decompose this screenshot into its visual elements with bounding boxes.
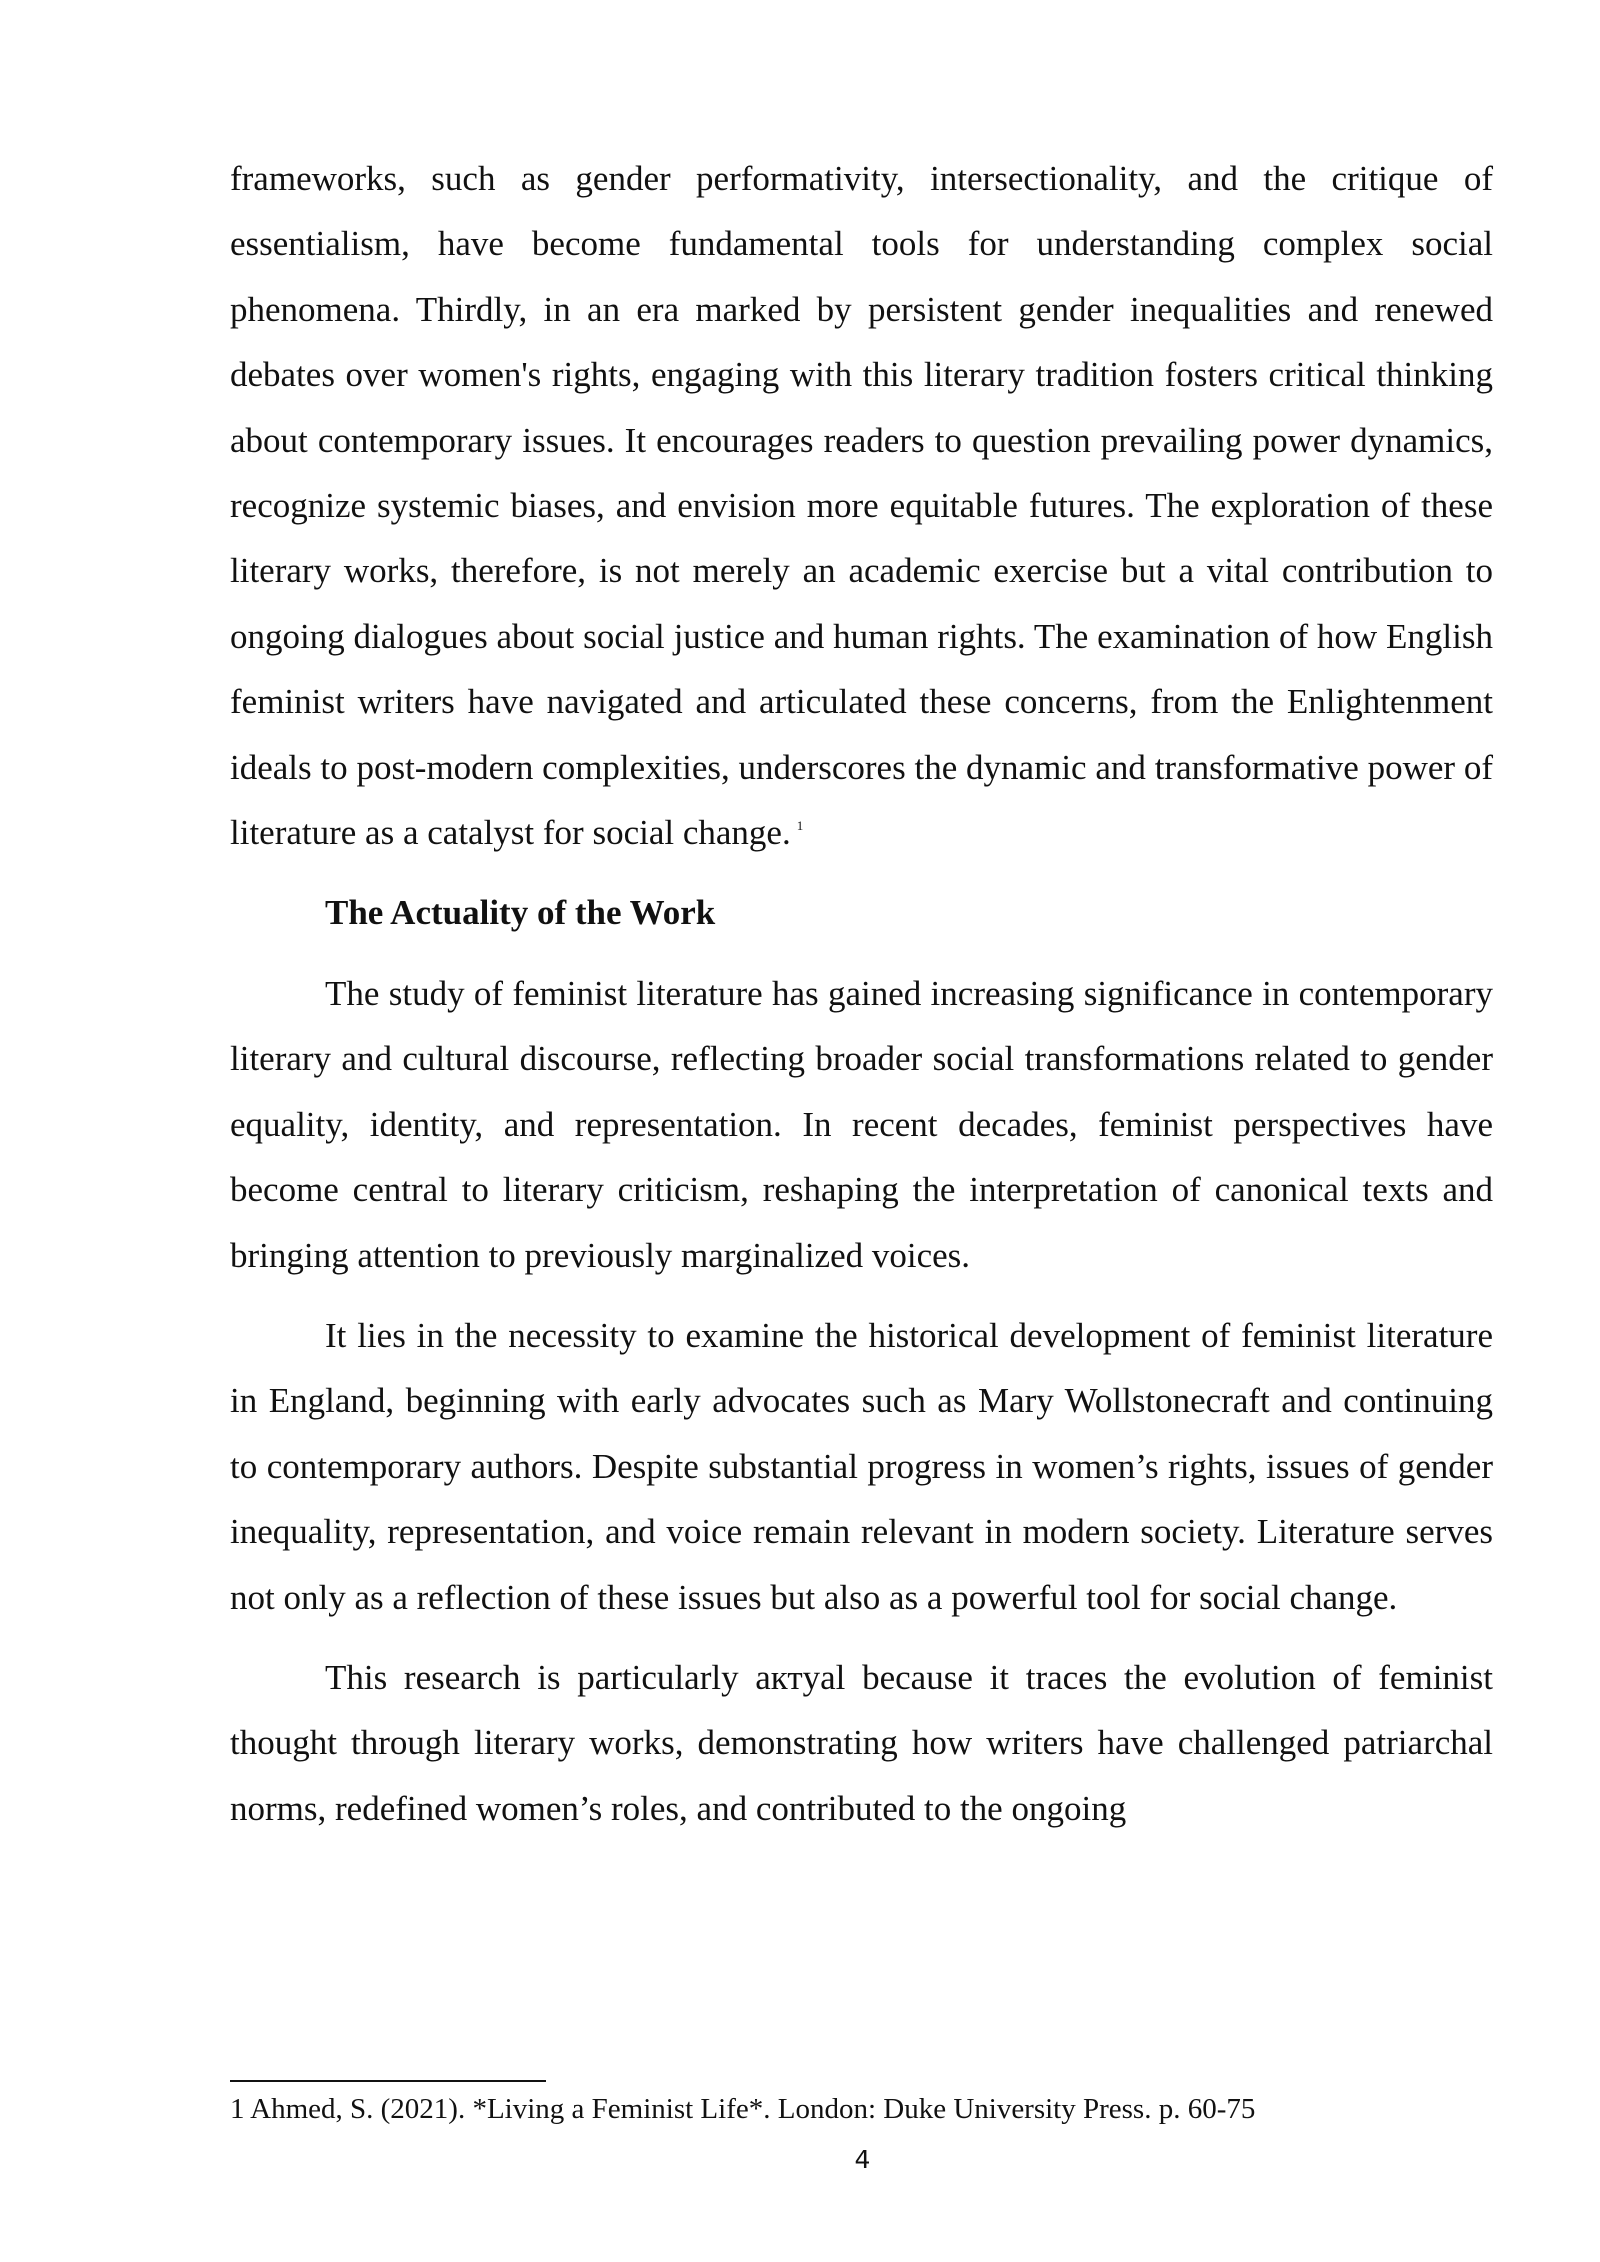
footnote-separator [230,2080,546,2082]
actuality-paragraph-1: The study of feminist literature has gained increasing significance in contemporary literary and cultural discourse, reflecting broader social transformations related to gender equality, identity, and representation. In recent decades, feminist perspectives have become central to literary criticism, reshaping the interpretation of canonical texts and bringing attention to previously marginalized voices. [230,973,1493,1275]
section-heading: The Actuality of the Work [325,893,716,933]
continuation-paragraph [230,146,1493,865]
page-number: 4 [854,2145,871,2174]
body-text [230,146,1493,1841]
actuality-paragraph-2: It lies in the necessity to examine the historical development of feminist literature in England, beginning with early advocates such as Mary Wollstonecraft and continuing to contemporary authors. Despite substantial progress in women’s rights, issues of gender inequality, representation, and voice remain relevant in modern society. Literature serves not only as a reflection of these issues but also as a powerful tool for social change. [230,1315,1493,1617]
footnote-reference[interactable]: 1 [796,818,804,834]
footnote: 1 Ahmed, S. (2021). *Living a Feminist Life*. London: Duke University Press. p. 60-75 [230,2093,1256,2125]
actuality-paragraph-3: This research is particularly актyal because it traces the evolution of feminist thought through literary works, demonstrating how writers have challenged patriarchal norms, redefined women’s roles, and contributed to the ongoing [230,1657,1493,1828]
continuation-paragraph-text: frameworks, such as gender performativity, intersectionality, and the critique of essentialism, have become fundamental tools for understanding complex social phenomena. Thirdly, in an era marked by persistent gender inequalities and renewed debates over women's rights, engaging with this literary tradition fosters critical thinking about contemporary issues. It encourages readers to question prevailing power dynamics, recognize systemic biases, and envision more equitable futures. The exploration of these literary works, therefore, is not merely an academic exercise but a vital contribution to ongoing dialogues about social justice and human rights. The examination of how English feminist writers have navigated and articulated these concerns, from the Enlightenment ideals to post-modern complexities, underscores the dynamic and transformative power of literature as a catalyst for social change. [230,159,1493,853]
